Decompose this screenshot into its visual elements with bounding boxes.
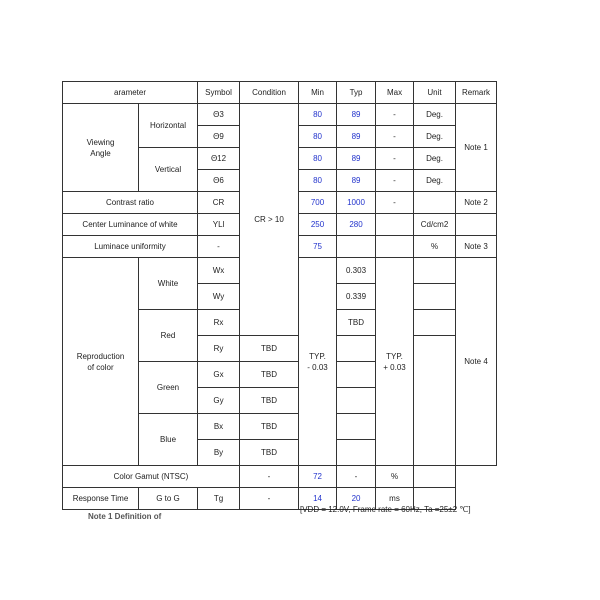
- min-cell: 80: [299, 170, 337, 192]
- unit-cell: Deg.: [414, 104, 456, 126]
- max-cell: -: [376, 148, 414, 170]
- gamut-label: Color Gamut (NTSC): [63, 466, 240, 488]
- header-condition: Condition: [240, 82, 299, 104]
- unit-cell: %: [376, 466, 414, 488]
- min-cell: 80: [299, 126, 337, 148]
- unit-cell: [337, 362, 376, 388]
- luminance-label: Center Luminance of white: [63, 214, 198, 236]
- typ-cell: 0.303: [337, 258, 376, 284]
- typ-cell: 89: [337, 104, 376, 126]
- symbol-cell: Θ6: [198, 170, 240, 192]
- header-unit: Unit: [414, 82, 456, 104]
- symbol-cell: Tg: [198, 488, 240, 510]
- symbol-cell: By: [198, 440, 240, 466]
- symbol-cell: Gx: [198, 362, 240, 388]
- typ-cell: 89: [337, 126, 376, 148]
- clipped-note-text: [88, 512, 188, 521]
- reproduction-label: Reproduction of color: [63, 258, 139, 466]
- table-header-row: [63, 82, 497, 104]
- symbol-cell: Bx: [198, 414, 240, 440]
- symbol-cell: Θ3: [198, 104, 240, 126]
- typ-cell: [337, 236, 376, 258]
- typ-cell: 89: [337, 170, 376, 192]
- response-sub: G to G: [139, 488, 198, 510]
- unit-cell: [337, 414, 376, 440]
- footer-conditions-note: [VDD = 12.0V, Frame rate = 60Hz, Ta =25±2 ℃]: [300, 505, 471, 514]
- typ-cell: 280: [337, 214, 376, 236]
- remark-note2: Note 2: [456, 192, 497, 214]
- unit-cell: [414, 284, 456, 310]
- condition-cell: CR > 10: [240, 104, 299, 336]
- symbol-cell: -: [198, 236, 240, 258]
- typ-cell: TBD: [240, 440, 299, 466]
- min-cell: -: [240, 466, 299, 488]
- unit-cell: [337, 388, 376, 414]
- symbol-cell: Θ9: [198, 126, 240, 148]
- header-symbol: Symbol: [198, 82, 240, 104]
- min-cell: 700: [299, 192, 337, 214]
- symbol-cell: Wx: [198, 258, 240, 284]
- max-cell: [376, 214, 414, 236]
- typ-cell: TBD: [240, 362, 299, 388]
- typ-cell: 1000: [337, 192, 376, 214]
- header-remark: Remark: [456, 82, 497, 104]
- symbol-cell: Ry: [198, 336, 240, 362]
- max-cell: -: [376, 170, 414, 192]
- contrast-label: Contrast ratio: [63, 192, 198, 214]
- uniformity-label: Luminace uniformity: [63, 236, 198, 258]
- viewing-angle-label: Viewing Angle: [63, 104, 139, 192]
- color-group-blue: Blue: [139, 414, 198, 466]
- unit-cell: Deg.: [414, 126, 456, 148]
- unit-cell: Deg.: [414, 170, 456, 192]
- max-cell: -: [376, 104, 414, 126]
- remark-note4: Note 4: [456, 258, 497, 466]
- min-cell: 250: [299, 214, 337, 236]
- unit-cell: %: [414, 236, 456, 258]
- typ-cell: 0.339: [337, 284, 376, 310]
- typ-cell: TBD: [337, 310, 376, 336]
- unit-cell: [414, 258, 456, 284]
- max-cell: -: [376, 192, 414, 214]
- max-cell: -: [376, 126, 414, 148]
- reproduction-min: TYP. - 0.03: [299, 258, 337, 466]
- response-label: Response Time: [63, 488, 139, 510]
- unit-cell: ms: [376, 488, 414, 510]
- color-group-green: Green: [139, 362, 198, 414]
- typ-cell: TBD: [240, 388, 299, 414]
- min-cell: -: [240, 488, 299, 510]
- color-group-white: White: [139, 258, 198, 310]
- header-typ: Typ: [337, 82, 376, 104]
- min-cell: 80: [299, 104, 337, 126]
- unit-cell: [337, 336, 376, 362]
- symbol-cell: CR: [198, 192, 240, 214]
- max-cell: [376, 236, 414, 258]
- header-min: Min: [299, 82, 337, 104]
- typ-cell: TBD: [240, 336, 299, 362]
- symbol-cell: Θ12: [198, 148, 240, 170]
- horizontal-label: Horizontal: [139, 104, 198, 148]
- table-row: [63, 466, 497, 488]
- remark-note1: Note 1: [456, 104, 497, 192]
- unit-cell: Deg.: [414, 148, 456, 170]
- min-cell: 75: [299, 236, 337, 258]
- symbol-cell: YLl: [198, 214, 240, 236]
- unit-cell: [337, 440, 376, 466]
- unit-cell: Cd/cm2: [414, 214, 456, 236]
- symbol-cell: Wy: [198, 284, 240, 310]
- color-group-red: Red: [139, 310, 198, 362]
- reproduction-max: TYP. + 0.03: [376, 258, 414, 466]
- symbol-cell: Rx: [198, 310, 240, 336]
- max-cell: 20: [337, 488, 376, 510]
- typ-cell: TBD: [240, 414, 299, 440]
- table-row: [63, 104, 497, 126]
- header-max: Max: [376, 82, 414, 104]
- clipped-note-label: Note 1 Definition of: [88, 512, 162, 521]
- header-parameter: arameter: [63, 82, 198, 104]
- remark-cell: [456, 214, 497, 236]
- remark-note3: Note 3: [456, 236, 497, 258]
- optical-spec-table: [62, 81, 497, 510]
- min-cell: 80: [299, 148, 337, 170]
- typ-cell: 72: [299, 466, 337, 488]
- remark-cell: [414, 466, 456, 488]
- max-cell: -: [337, 466, 376, 488]
- typ-cell: 89: [337, 148, 376, 170]
- typ-cell: 14: [299, 488, 337, 510]
- symbol-cell: Gy: [198, 388, 240, 414]
- unit-cell: [414, 192, 456, 214]
- unit-cell: [414, 310, 456, 336]
- vertical-label: Vertical: [139, 148, 198, 192]
